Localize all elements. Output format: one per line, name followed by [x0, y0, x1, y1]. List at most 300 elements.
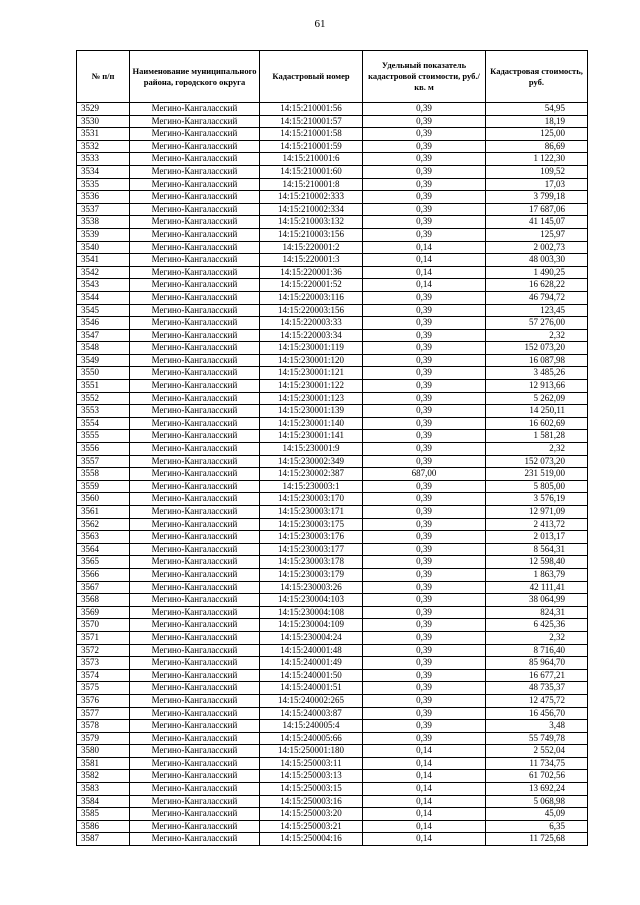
unit-value-cell: 0,39 [363, 644, 486, 657]
table-row [77, 430, 588, 443]
cadastral-value-cell: 6 425,36 [486, 619, 588, 632]
cadastral-value-cell: 123,45 [486, 304, 588, 317]
cadastral-number-cell: 14:15:230003:179 [260, 568, 363, 581]
municipality-cell: Мегино-Кангаласский [130, 317, 260, 330]
municipality-cell: Мегино-Кангаласский [130, 153, 260, 166]
municipality-cell: Мегино-Кангаласский [130, 216, 260, 229]
row-number-cell: 3576 [77, 694, 130, 707]
cadastral-number-cell: 14:15:230004:108 [260, 606, 363, 619]
cadastral-value-cell: 85 964,70 [486, 657, 588, 670]
table-row [77, 493, 588, 506]
row-number-cell: 3536 [77, 191, 130, 204]
row-number-cell: 3533 [77, 153, 130, 166]
row-number-cell: 3553 [77, 405, 130, 418]
unit-value-cell: 0,39 [363, 506, 486, 519]
municipality-cell: Мегино-Кангаласский [130, 115, 260, 128]
row-number-cell: 3559 [77, 480, 130, 493]
table-row [77, 757, 588, 770]
municipality-cell: Мегино-Кангаласский [130, 631, 260, 644]
cadastral-value-cell: 109,52 [486, 165, 588, 178]
table-row [77, 657, 588, 670]
header-unit-value: Удельный показатель кадастровой стоимости, руб./кв. м [363, 51, 486, 103]
table-row [77, 103, 588, 116]
header-municipality: Наименование муниципального района, городского округа [130, 51, 260, 103]
table-row [77, 115, 588, 128]
cadastral-number-cell: 14:15:230003:171 [260, 506, 363, 519]
cadastral-value-cell: 8 716,40 [486, 644, 588, 657]
row-number-cell: 3530 [77, 115, 130, 128]
cadastral-number-cell: 14:15:230002:349 [260, 455, 363, 468]
table-row [77, 795, 588, 808]
row-number-cell: 3535 [77, 178, 130, 191]
unit-value-cell: 0,39 [363, 443, 486, 456]
municipality-cell: Мегино-Кангаласский [130, 606, 260, 619]
municipality-cell: Мегино-Кангаласский [130, 241, 260, 254]
table-row [77, 417, 588, 430]
cadastral-number-cell: 14:15:240001:50 [260, 669, 363, 682]
table-row [77, 304, 588, 317]
cadastral-value-cell: 8 564,31 [486, 543, 588, 556]
table-body [77, 103, 588, 846]
table-row [77, 820, 588, 833]
table-row [77, 392, 588, 405]
table-row [77, 833, 588, 846]
row-number-cell: 3551 [77, 380, 130, 393]
table-header-row [77, 51, 588, 103]
row-number-cell: 3565 [77, 556, 130, 569]
row-number-cell: 3564 [77, 543, 130, 556]
municipality-cell: Мегино-Кангаласский [130, 430, 260, 443]
row-number-cell: 3572 [77, 644, 130, 657]
unit-value-cell: 0,14 [363, 254, 486, 267]
cadastral-number-cell: 14:15:230001:120 [260, 354, 363, 367]
municipality-cell: Мегино-Кангаласский [130, 783, 260, 796]
row-number-cell: 3546 [77, 317, 130, 330]
row-number-cell: 3579 [77, 732, 130, 745]
cadastral-value-cell: 6,35 [486, 820, 588, 833]
municipality-cell: Мегино-Кангаласский [130, 594, 260, 607]
row-number-cell: 3586 [77, 820, 130, 833]
cadastral-number-cell: 14:15:230003:177 [260, 543, 363, 556]
cadastral-value-cell: 12 475,72 [486, 694, 588, 707]
municipality-cell: Мегино-Кангаласский [130, 493, 260, 506]
cadastral-number-cell: 14:15:210001:6 [260, 153, 363, 166]
table-row [77, 191, 588, 204]
cadastral-number-cell: 14:15:230004:103 [260, 594, 363, 607]
header-cadastral-number: Кадастровый номер [260, 51, 363, 103]
cadastral-number-cell: 14:15:220001:2 [260, 241, 363, 254]
unit-value-cell: 0,39 [363, 405, 486, 418]
cadastral-number-cell: 14:15:230001:119 [260, 342, 363, 355]
cadastral-number-cell: 14:15:240005:66 [260, 732, 363, 745]
table-row [77, 707, 588, 720]
unit-value-cell: 0,39 [363, 103, 486, 116]
cadastral-value-cell: 17 687,06 [486, 203, 588, 216]
row-number-cell: 3583 [77, 783, 130, 796]
unit-value-cell: 0,39 [363, 493, 486, 506]
cadastral-number-cell: 14:15:240001:51 [260, 682, 363, 695]
municipality-cell: Мегино-Кангаласский [130, 443, 260, 456]
cadastral-value-cell: 3 485,26 [486, 367, 588, 380]
row-number-cell: 3554 [77, 417, 130, 430]
table-row [77, 808, 588, 821]
cadastral-number-cell: 14:15:240001:48 [260, 644, 363, 657]
municipality-cell: Мегино-Кангаласский [130, 354, 260, 367]
municipality-cell: Мегино-Кангаласский [130, 455, 260, 468]
municipality-cell: Мегино-Кангаласский [130, 405, 260, 418]
cadastral-number-cell: 14:15:220003:116 [260, 291, 363, 304]
table-row [77, 203, 588, 216]
municipality-cell: Мегино-Кангаласский [130, 417, 260, 430]
table-row [77, 606, 588, 619]
table-row [77, 228, 588, 241]
cadastral-value-cell: 16 602,69 [486, 417, 588, 430]
municipality-cell: Мегино-Кангаласский [130, 518, 260, 531]
municipality-cell: Мегино-Кангаласский [130, 568, 260, 581]
cadastral-number-cell: 14:15:240001:49 [260, 657, 363, 670]
cadastral-value-cell: 16 087,98 [486, 354, 588, 367]
table-row [77, 732, 588, 745]
unit-value-cell: 0,39 [363, 203, 486, 216]
table-row [77, 694, 588, 707]
row-number-cell: 3563 [77, 531, 130, 544]
cadastral-value-cell: 12 971,09 [486, 506, 588, 519]
municipality-cell: Мегино-Кангаласский [130, 770, 260, 783]
cadastral-value-cell: 1 863,79 [486, 568, 588, 581]
municipality-cell: Мегино-Кангаласский [130, 795, 260, 808]
cadastral-number-cell: 14:15:210003:156 [260, 228, 363, 241]
unit-value-cell: 0,39 [363, 619, 486, 632]
row-number-cell: 3566 [77, 568, 130, 581]
cadastral-value-cell: 5 068,98 [486, 795, 588, 808]
municipality-cell: Мегино-Кангаласский [130, 342, 260, 355]
table-row [77, 455, 588, 468]
row-number-cell: 3541 [77, 254, 130, 267]
unit-value-cell: 0,39 [363, 657, 486, 670]
table-row [77, 682, 588, 695]
cadastral-value-cell: 16 677,21 [486, 669, 588, 682]
cadastral-value-cell: 824,31 [486, 606, 588, 619]
unit-value-cell: 0,39 [363, 291, 486, 304]
cadastral-number-cell: 14:15:230003:1 [260, 480, 363, 493]
municipality-cell: Мегино-Кангаласский [130, 619, 260, 632]
municipality-cell: Мегино-Кангаласский [130, 556, 260, 569]
unit-value-cell: 0,39 [363, 694, 486, 707]
row-number-cell: 3543 [77, 279, 130, 292]
table-row [77, 770, 588, 783]
row-number-cell: 3548 [77, 342, 130, 355]
table-row [77, 128, 588, 141]
unit-value-cell: 0,39 [363, 128, 486, 141]
row-number-cell: 3542 [77, 266, 130, 279]
table-row [77, 178, 588, 191]
cadastral-value-cell: 125,00 [486, 128, 588, 141]
cadastral-value-cell: 12 913,66 [486, 380, 588, 393]
table-row [77, 506, 588, 519]
row-number-cell: 3577 [77, 707, 130, 720]
header-cadastral-value: Кадастровая стоимость, руб. [486, 51, 588, 103]
unit-value-cell: 0,39 [363, 720, 486, 733]
cadastral-number-cell: 14:15:210002:333 [260, 191, 363, 204]
row-number-cell: 3547 [77, 329, 130, 342]
unit-value-cell: 0,14 [363, 266, 486, 279]
unit-value-cell: 0,39 [363, 531, 486, 544]
row-number-cell: 3571 [77, 631, 130, 644]
row-number-cell: 3578 [77, 720, 130, 733]
row-number-cell: 3552 [77, 392, 130, 405]
cadastral-value-cell: 61 702,56 [486, 770, 588, 783]
unit-value-cell: 0,14 [363, 795, 486, 808]
table-row [77, 266, 588, 279]
cadastral-value-cell: 1 490,25 [486, 266, 588, 279]
municipality-cell: Мегино-Кангаласский [130, 329, 260, 342]
municipality-cell: Мегино-Кангаласский [130, 531, 260, 544]
table-row [77, 480, 588, 493]
table-row [77, 317, 588, 330]
cadastral-number-cell: 14:15:250003:15 [260, 783, 363, 796]
unit-value-cell: 0,14 [363, 833, 486, 846]
municipality-cell: Мегино-Кангаласский [130, 657, 260, 670]
cadastral-value-cell: 42 111,41 [486, 581, 588, 594]
unit-value-cell: 0,14 [363, 808, 486, 821]
municipality-cell: Мегино-Кангаласский [130, 291, 260, 304]
municipality-cell: Мегино-Кангаласский [130, 165, 260, 178]
table-row [77, 443, 588, 456]
unit-value-cell: 0,39 [363, 581, 486, 594]
row-number-cell: 3574 [77, 669, 130, 682]
municipality-cell: Мегино-Кангаласский [130, 103, 260, 116]
row-number-cell: 3570 [77, 619, 130, 632]
cadastral-number-cell: 14:15:230001:140 [260, 417, 363, 430]
table-row [77, 140, 588, 153]
cadastral-value-cell: 13 692,24 [486, 783, 588, 796]
municipality-cell: Мегино-Кангаласский [130, 254, 260, 267]
table-row [77, 291, 588, 304]
unit-value-cell: 0,14 [363, 757, 486, 770]
row-number-cell: 3537 [77, 203, 130, 216]
row-number-cell: 3560 [77, 493, 130, 506]
cadastral-value-cell: 41 145,07 [486, 216, 588, 229]
municipality-cell: Мегино-Кангаласский [130, 191, 260, 204]
table-row [77, 594, 588, 607]
unit-value-cell: 0,39 [363, 417, 486, 430]
cadastral-number-cell: 14:15:210001:57 [260, 115, 363, 128]
cadastral-value-cell: 48 003,30 [486, 254, 588, 267]
cadastral-value-cell: 2 413,72 [486, 518, 588, 531]
table-row [77, 531, 588, 544]
municipality-cell: Мегино-Кангаласский [130, 745, 260, 758]
municipality-cell: Мегино-Кангаласский [130, 304, 260, 317]
municipality-cell: Мегино-Кангаласский [130, 392, 260, 405]
cadastral-value-cell: 2,32 [486, 631, 588, 644]
cadastral-value-table [76, 50, 588, 846]
cadastral-value-cell: 152 073,20 [486, 455, 588, 468]
table-row [77, 405, 588, 418]
row-number-cell: 3531 [77, 128, 130, 141]
cadastral-number-cell: 14:15:240005:4 [260, 720, 363, 733]
municipality-cell: Мегино-Кангаласский [130, 140, 260, 153]
row-number-cell: 3581 [77, 757, 130, 770]
unit-value-cell: 0,39 [363, 153, 486, 166]
unit-value-cell: 0,39 [363, 631, 486, 644]
table-row [77, 745, 588, 758]
cadastral-number-cell: 14:15:220003:156 [260, 304, 363, 317]
cadastral-value-cell: 2,32 [486, 443, 588, 456]
unit-value-cell: 0,39 [363, 568, 486, 581]
page-number: 61 [314, 18, 326, 30]
row-number-cell: 3544 [77, 291, 130, 304]
row-number-cell: 3585 [77, 808, 130, 821]
cadastral-number-cell: 14:15:230003:26 [260, 581, 363, 594]
cadastral-value-cell: 1 581,28 [486, 430, 588, 443]
cadastral-value-cell: 45,09 [486, 808, 588, 821]
row-number-cell: 3587 [77, 833, 130, 846]
cadastral-value-cell: 5 805,00 [486, 480, 588, 493]
table-row [77, 518, 588, 531]
municipality-cell: Мегино-Кангаласский [130, 380, 260, 393]
cadastral-value-cell: 48 735,37 [486, 682, 588, 695]
unit-value-cell: 0,39 [363, 317, 486, 330]
cadastral-number-cell: 14:15:210003:132 [260, 216, 363, 229]
unit-value-cell: 0,14 [363, 770, 486, 783]
cadastral-number-cell: 14:15:230003:175 [260, 518, 363, 531]
row-number-cell: 3569 [77, 606, 130, 619]
table-row [77, 783, 588, 796]
cadastral-value-cell: 1 122,30 [486, 153, 588, 166]
unit-value-cell: 0,39 [363, 606, 486, 619]
municipality-cell: Мегино-Кангаласский [130, 480, 260, 493]
cadastral-value-cell: 46 794,72 [486, 291, 588, 304]
row-number-cell: 3582 [77, 770, 130, 783]
municipality-cell: Мегино-Кангаласский [130, 128, 260, 141]
row-number-cell: 3568 [77, 594, 130, 607]
unit-value-cell: 0,39 [363, 682, 486, 695]
cadastral-value-cell: 11 725,68 [486, 833, 588, 846]
row-number-cell: 3573 [77, 657, 130, 670]
municipality-cell: Мегино-Кангаласский [130, 707, 260, 720]
row-number-cell: 3556 [77, 443, 130, 456]
table-row [77, 581, 588, 594]
cadastral-value-cell: 16 456,70 [486, 707, 588, 720]
municipality-cell: Мегино-Кангаласский [130, 203, 260, 216]
cadastral-value-cell: 152 073,20 [486, 342, 588, 355]
table-row [77, 342, 588, 355]
unit-value-cell: 0,39 [363, 228, 486, 241]
cadastral-number-cell: 14:15:230001:9 [260, 443, 363, 456]
cadastral-number-cell: 14:15:230001:139 [260, 405, 363, 418]
cadastral-number-cell: 14:15:210001:60 [260, 165, 363, 178]
cadastral-value-cell: 231 519,00 [486, 468, 588, 481]
row-number-cell: 3555 [77, 430, 130, 443]
municipality-cell: Мегино-Кангаласский [130, 266, 260, 279]
row-number-cell: 3562 [77, 518, 130, 531]
cadastral-number-cell: 14:15:240002:265 [260, 694, 363, 707]
unit-value-cell: 0,14 [363, 820, 486, 833]
table-row [77, 241, 588, 254]
table-row [77, 279, 588, 292]
municipality-cell: Мегино-Кангаласский [130, 732, 260, 745]
municipality-cell: Мегино-Кангаласский [130, 682, 260, 695]
municipality-cell: Мегино-Кангаласский [130, 644, 260, 657]
cadastral-number-cell: 14:15:220001:3 [260, 254, 363, 267]
unit-value-cell: 0,39 [363, 556, 486, 569]
cadastral-value-cell: 38 064,99 [486, 594, 588, 607]
table-row [77, 329, 588, 342]
table-row [77, 631, 588, 644]
unit-value-cell: 0,39 [363, 543, 486, 556]
table-row [77, 669, 588, 682]
unit-value-cell: 0,39 [363, 455, 486, 468]
cadastral-number-cell: 14:15:210001:59 [260, 140, 363, 153]
row-number-cell: 3534 [77, 165, 130, 178]
municipality-cell: Мегино-Кангаласский [130, 543, 260, 556]
municipality-cell: Мегино-Кангаласский [130, 581, 260, 594]
cadastral-value-cell: 17,03 [486, 178, 588, 191]
cadastral-number-cell: 14:15:210001:58 [260, 128, 363, 141]
unit-value-cell: 0,39 [363, 304, 486, 317]
table-row [77, 644, 588, 657]
cadastral-number-cell: 14:15:220003:34 [260, 329, 363, 342]
table-row [77, 165, 588, 178]
cadastral-value-cell: 2 002,73 [486, 241, 588, 254]
cadastral-number-cell: 14:15:220003:33 [260, 317, 363, 330]
cadastral-number-cell: 14:15:240003:87 [260, 707, 363, 720]
unit-value-cell: 687,00 [363, 468, 486, 481]
municipality-cell: Мегино-Кангаласский [130, 468, 260, 481]
unit-value-cell: 0,39 [363, 367, 486, 380]
table-row [77, 619, 588, 632]
cadastral-value-cell: 86,69 [486, 140, 588, 153]
row-number-cell: 3545 [77, 304, 130, 317]
table-row [77, 468, 588, 481]
unit-value-cell: 0,14 [363, 241, 486, 254]
row-number-cell: 3584 [77, 795, 130, 808]
unit-value-cell: 0,39 [363, 216, 486, 229]
table-row [77, 543, 588, 556]
municipality-cell: Мегино-Кангаласский [130, 808, 260, 821]
cadastral-number-cell: 14:15:230003:178 [260, 556, 363, 569]
cadastral-value-cell: 55 749,78 [486, 732, 588, 745]
unit-value-cell: 0,39 [363, 392, 486, 405]
cadastral-value-cell: 57 276,00 [486, 317, 588, 330]
unit-value-cell: 0,39 [363, 140, 486, 153]
unit-value-cell: 0,39 [363, 178, 486, 191]
unit-value-cell: 0,39 [363, 165, 486, 178]
municipality-cell: Мегино-Кангаласский [130, 178, 260, 191]
unit-value-cell: 0,14 [363, 279, 486, 292]
row-number-cell: 3557 [77, 455, 130, 468]
row-number-cell: 3567 [77, 581, 130, 594]
cadastral-value-cell: 3,48 [486, 720, 588, 733]
cadastral-number-cell: 14:15:230001:122 [260, 380, 363, 393]
municipality-cell: Мегино-Кангаласский [130, 757, 260, 770]
municipality-cell: Мегино-Кангаласский [130, 694, 260, 707]
cadastral-number-cell: 14:15:230001:121 [260, 367, 363, 380]
table-row [77, 367, 588, 380]
cadastral-number-cell: 14:15:230004:24 [260, 631, 363, 644]
cadastral-value-cell: 18,19 [486, 115, 588, 128]
municipality-cell: Мегино-Кангаласский [130, 506, 260, 519]
cadastral-value-cell: 14 250,11 [486, 405, 588, 418]
cadastral-number-cell: 14:15:250003:21 [260, 820, 363, 833]
cadastral-number-cell: 14:15:210001:8 [260, 178, 363, 191]
cadastral-number-cell: 14:15:230001:123 [260, 392, 363, 405]
municipality-cell: Мегино-Кангаласский [130, 669, 260, 682]
row-number-cell: 3549 [77, 354, 130, 367]
unit-value-cell: 0,39 [363, 518, 486, 531]
table-row [77, 254, 588, 267]
cadastral-number-cell: 14:15:250004:16 [260, 833, 363, 846]
